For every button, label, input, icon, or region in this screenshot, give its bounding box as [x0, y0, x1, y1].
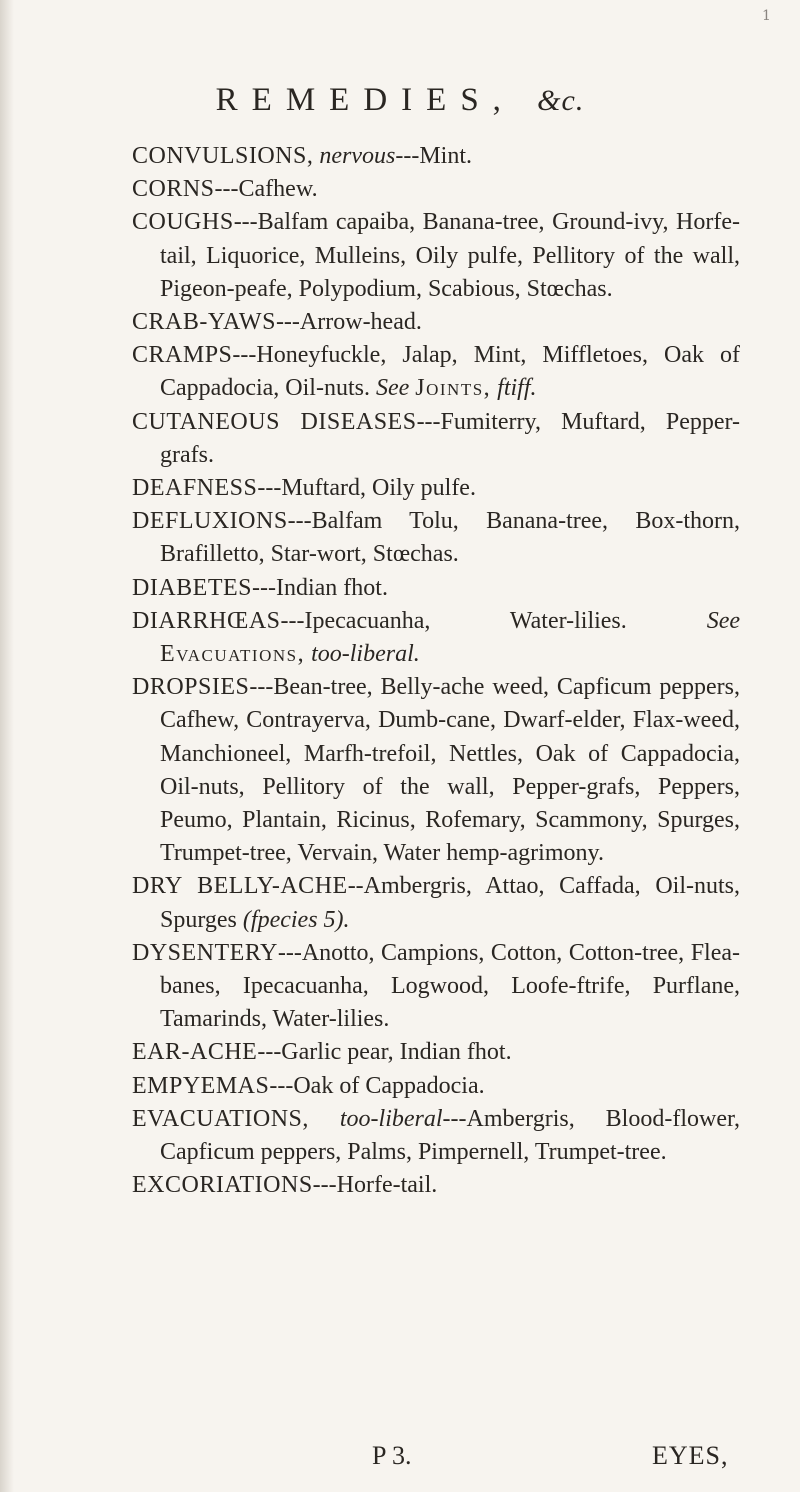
entry-note: (fpecies 5).	[242, 906, 350, 933]
see-reference: See	[375, 375, 410, 402]
corner-mark: 1	[762, 8, 771, 24]
running-head	[0, 82, 800, 119]
entry-remedies: ---Bean-tree, Belly-ache weed, Capficum peppers, Cafhew, Contrayerva, Dumb-cane, Dwarf-elder, Flax-weed, Manchioneel, Marfh-trefoil, Nettles, Oak of Cappadocia, Oil-nuts, Pellitory of the wall, Pepper-grafs, Peppers, Peumo, Plantain, Ricinus, Rofemary, Scammony, Spurges, Trumpet-tree, Vervain, Water hemp-agrimony.	[160, 674, 740, 867]
entry-heading: EXCORIATIONS	[132, 1172, 313, 1199]
entry-remedies: ---Garlic pear, Indian fhot.	[257, 1039, 512, 1066]
cross-reference-qualifier: ftiff.	[497, 375, 537, 402]
remedy-entry	[132, 870, 740, 936]
remedy-entry	[132, 339, 740, 405]
entry-heading: DIABETES	[132, 574, 252, 601]
remedy-entry	[132, 671, 740, 870]
entry-remedies: ---Ambergris, Blood-flower, Capficum peppers, Palms, Pimpernell, Trumpet-tree.	[160, 1105, 740, 1166]
entry-qualifier: nervous	[319, 143, 396, 169]
binding-shadow	[0, 0, 14, 1492]
entry-remedies: ---Balfam capaiba, Banana-tree, Ground-ivy, Horfe-tail, Liquorice, Mulleins, Oily pulfe, Pellitory of the wall, Pigeon-peafe, Polypodium, Scabious, Stœchas.	[160, 209, 740, 302]
entry-remedies: ---Cafhew.	[214, 176, 318, 203]
remedy-list	[132, 140, 740, 1203]
entry-remedies: ---Balfam Tolu, Banana-tree, Box-thorn, Brafilletto, Star-wort, Stœchas.	[160, 508, 740, 568]
entry-remedies: --Ambergris, Attao, Caffada, Oil-nuts, Spurges	[160, 873, 740, 933]
entry-heading: EMPYEMAS	[132, 1072, 270, 1099]
remedy-entry	[132, 306, 740, 339]
entry-heading: EAR-ACHE	[132, 1039, 258, 1066]
entry-heading: DRY BELLY-ACHE	[132, 873, 348, 900]
signature-mark: P 3.	[372, 1441, 412, 1470]
entry-heading: CORNS	[132, 176, 215, 203]
entry-heading: DYSENTERY	[132, 939, 278, 966]
entry-remedies: ---Arrow-head.	[275, 309, 422, 336]
running-head-title: REMEDIES,	[215, 82, 515, 118]
entry-remedies: ---Indian fhot.	[252, 574, 388, 601]
entry-heading: CONVULSIONS,	[132, 143, 314, 169]
remedy-entry	[132, 406, 740, 472]
entry-heading: EVACUATIONS,	[132, 1105, 309, 1132]
running-head-etc: &c.	[537, 84, 585, 117]
entry-remedies: ---Horfe-tail.	[312, 1172, 438, 1199]
remedy-entry	[132, 505, 740, 571]
entry-remedies: ---Mint.	[395, 143, 472, 169]
remedy-entry	[132, 173, 740, 206]
entry-remedies: ---Honeyfuckle, Jalap, Mint, Miffletoes, Oak of Cappadocia, Oil-nuts.	[160, 342, 740, 402]
catchword: EYES,	[652, 1441, 729, 1470]
remedy-entry	[132, 605, 740, 671]
entry-remedies: ---Oak of Cappadocia.	[269, 1072, 485, 1099]
entry-remedies: ---Fumiterry, Muftard, Pepper-grafs.	[160, 408, 740, 468]
see-reference: See	[706, 607, 740, 634]
entry-heading: DEFLUXIONS	[132, 508, 288, 535]
remedy-entry	[132, 1036, 740, 1069]
cross-reference: Joints,	[415, 375, 492, 402]
entry-qualifier: too-liberal	[339, 1105, 443, 1132]
remedy-entry	[132, 1070, 740, 1103]
remedy-entry	[132, 1103, 740, 1169]
entry-heading: DEAFNESS	[132, 475, 258, 502]
remedy-entry	[132, 472, 740, 505]
entry-remedies: ---Muftard, Oily pulfe.	[257, 475, 476, 502]
entry-heading: DROPSIES	[132, 674, 250, 701]
entry-remedies: ---Anotto, Campions, Cotton, Cotton-tree, Flea-banes, Ipecacuanha, Logwood, Loofe-ftrife, Purflane, Tamarinds, Water-lilies.	[160, 939, 740, 1033]
remedy-entry	[132, 572, 740, 605]
remedy-entry	[132, 140, 740, 173]
entry-heading: CRAB-YAWS	[132, 309, 276, 336]
entry-heading: CUTANEOUS DISEASES	[132, 408, 417, 435]
cross-reference: Evacuations,	[160, 641, 306, 668]
entry-remedies: ---Ipecacuanha, Water-lilies.	[280, 607, 627, 634]
entry-heading: DIARRHŒAS	[132, 607, 281, 634]
entry-heading: COUGHS	[132, 209, 234, 236]
remedy-entry	[132, 1169, 740, 1202]
entry-heading: CRAMPS	[132, 342, 233, 369]
remedy-entry	[132, 206, 740, 306]
cross-reference-qualifier: too-liberal.	[311, 641, 420, 668]
remedy-entry	[132, 937, 740, 1037]
